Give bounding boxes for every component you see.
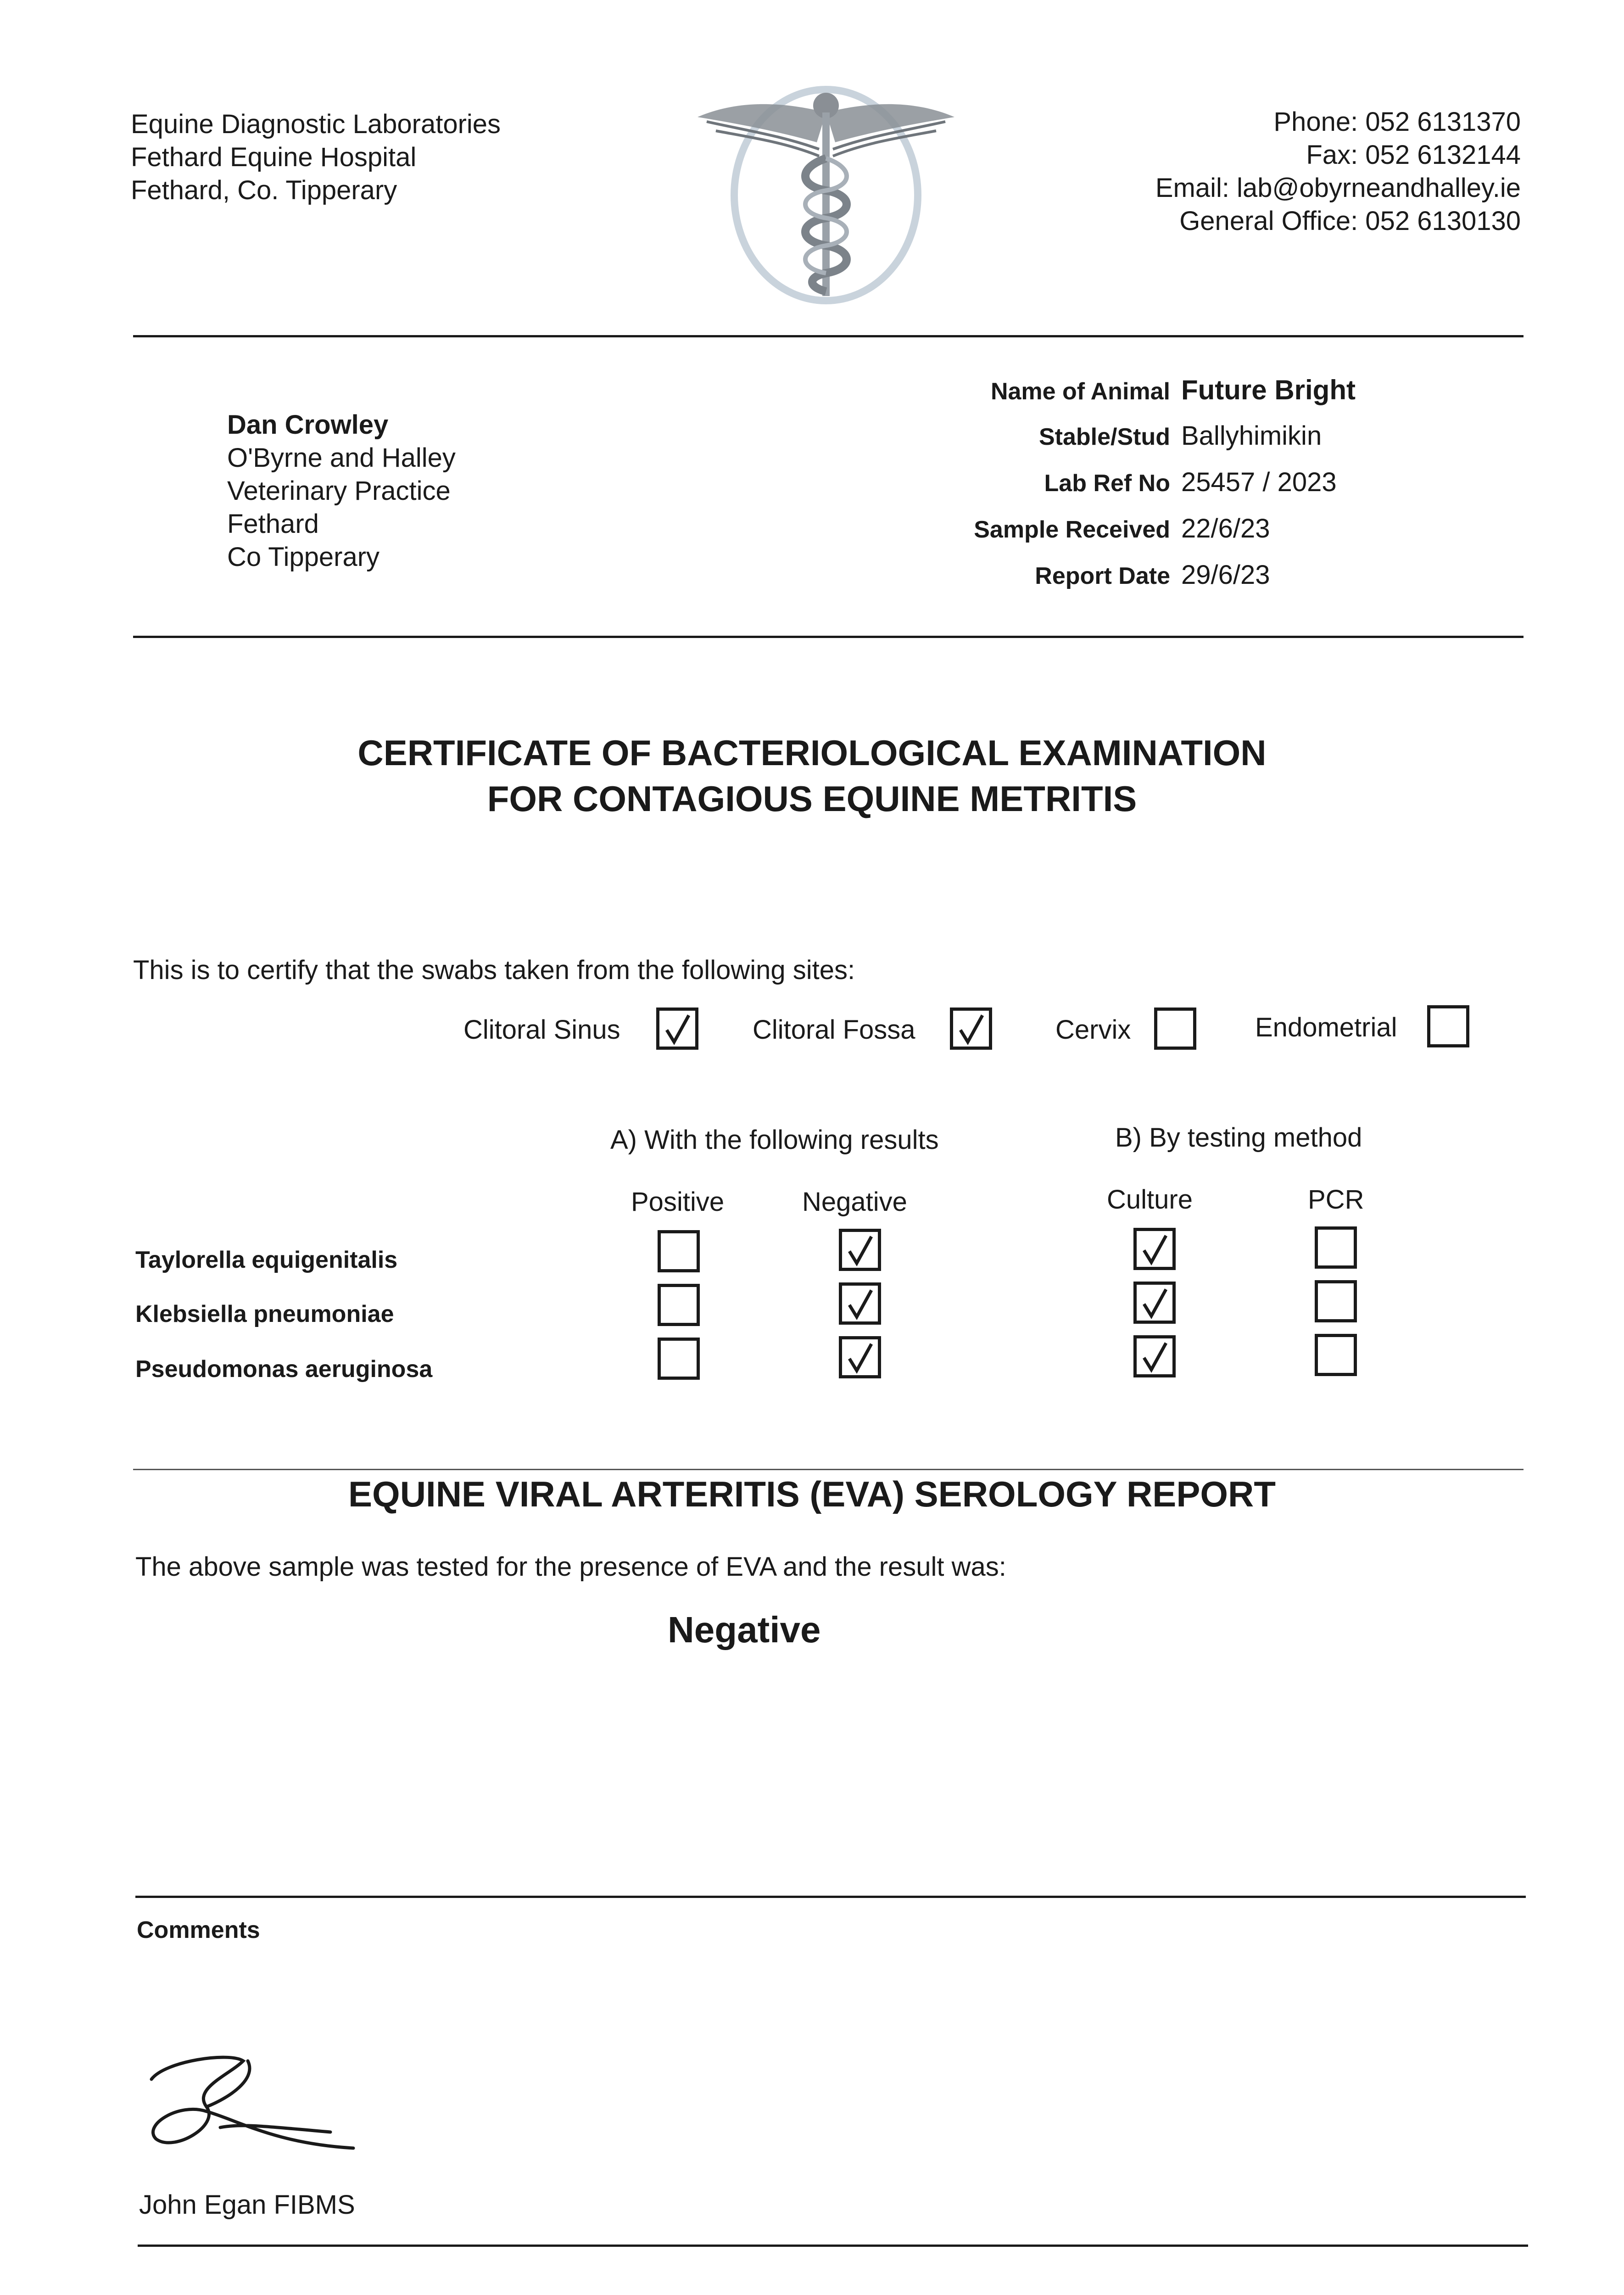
checkmark-icon [847,1287,874,1321]
certify-intro: This is to certify that the swabs taken from the following sites: [133,955,855,985]
recipient-line: Veterinary Practice [227,476,451,506]
animal-name-value: Future Bright [1181,375,1356,405]
cervix-checkbox[interactable] [1154,1008,1196,1050]
site-label: Endometrial [1255,1013,1397,1042]
report-date-label: Report Date [1035,563,1170,589]
organism-name: Klebsiella pneumoniae [135,1301,394,1327]
culture-checkbox[interactable] [1133,1282,1176,1324]
column-header-negative: Negative [802,1187,907,1217]
positive-checkbox[interactable] [658,1230,700,1272]
comments-divider [135,1896,1526,1898]
signatory-name: John Egan FIBMS [139,2190,355,2220]
stable-value: Ballyhimikin [1181,421,1322,451]
eva-title: EQUINE VIRAL ARTERITIS (EVA) SEROLOGY REPORT [348,1474,1276,1514]
recipient-address [227,409,456,574]
results-heading: A) With the following results [610,1125,939,1155]
column-header-positive: Positive [631,1187,725,1217]
checkmark-icon [958,1013,985,1046]
lab-address-line: Equine Diagnostic Laboratories [131,109,501,139]
checkmark-icon [1141,1287,1169,1320]
caduceus-icon [688,80,964,310]
positive-checkbox[interactable] [658,1284,700,1326]
lab-address [131,108,501,207]
eva-statement: The above sample was tested for the presence of EVA and the result was: [135,1552,1006,1582]
checkmark-icon [847,1234,874,1267]
general-office-text: General Office: 052 6130130 [1179,206,1521,236]
signature-image [138,2033,376,2185]
clitoral-sinus-checkbox[interactable] [656,1008,698,1050]
footer-divider [138,2245,1528,2247]
checkmark-icon [1141,1233,1169,1266]
certificate-title-line: FOR CONTAGIOUS EQUINE METRITIS [487,778,1137,819]
column-header-pcr: PCR [1308,1185,1364,1215]
sample-received-row [941,513,1356,560]
organism-name: Pseudomonas aeruginosa [135,1356,433,1383]
recipient-name: Dan Crowley [227,410,389,440]
positive-checkbox[interactable] [658,1338,700,1380]
recipient-line: Co Tipperary [227,542,380,572]
report-date-row [941,560,1356,606]
endometrial-checkbox[interactable] [1427,1005,1469,1047]
pcr-checkbox[interactable] [1315,1280,1357,1322]
certificate-title [0,730,1624,822]
culture-checkbox[interactable] [1133,1228,1176,1270]
site-label: Cervix [1055,1015,1131,1045]
phone-text: Phone: 052 6131370 [1273,107,1521,137]
sample-received-value: 22/6/23 [1181,514,1270,543]
fax-text: Fax: 052 6132144 [1306,140,1521,170]
recipient-line: O'Byrne and Halley [227,443,456,473]
lab-address-line: Fethard, Co. Tipperary [131,175,397,205]
lab-ref-value: 25457 / 2023 [1181,467,1337,497]
checkmark-icon [664,1013,692,1046]
eva-divider [133,1469,1524,1470]
animal-name-label: Name of Animal [990,378,1170,405]
report-date-value: 29/6/23 [1181,560,1270,590]
lab-ref-label: Lab Ref No [1044,470,1170,497]
method-heading: B) By testing method [1115,1123,1362,1153]
comments-label: Comments [137,1917,260,1943]
negative-checkbox[interactable] [839,1229,881,1271]
negative-checkbox[interactable] [839,1282,881,1325]
recipient-line: Fethard [227,509,319,539]
checkmark-icon [847,1341,874,1374]
sample-received-label: Sample Received [974,516,1170,543]
animal-name-row [941,374,1356,420]
negative-checkbox[interactable] [839,1336,881,1378]
stable-label: Stable/Stud [1038,424,1170,450]
lab-contact [1155,106,1521,238]
lab-address-line: Fethard Equine Hospital [131,142,417,172]
animal-details [941,374,1356,606]
lab-ref-row [941,467,1356,513]
stable-row [941,420,1356,467]
certificate-title-line: CERTIFICATE OF BACTERIOLOGICAL EXAMINATION [357,733,1267,773]
organism-name: Taylorella equigenitalis [135,1247,398,1273]
column-header-culture: Culture [1107,1185,1193,1215]
site-label: Clitoral Sinus [463,1015,620,1045]
email-text: Email: lab@obyrneandhalley.ie [1155,173,1521,203]
clitoral-fossa-checkbox[interactable] [950,1008,992,1050]
pcr-checkbox[interactable] [1315,1334,1357,1376]
header-divider [133,335,1524,337]
eva-result: Negative [668,1609,821,1650]
checkmark-icon [1141,1340,1169,1373]
pcr-checkbox[interactable] [1315,1226,1357,1269]
culture-checkbox[interactable] [1133,1335,1176,1377]
details-divider [133,636,1524,638]
site-label: Clitoral Fossa [753,1015,915,1045]
